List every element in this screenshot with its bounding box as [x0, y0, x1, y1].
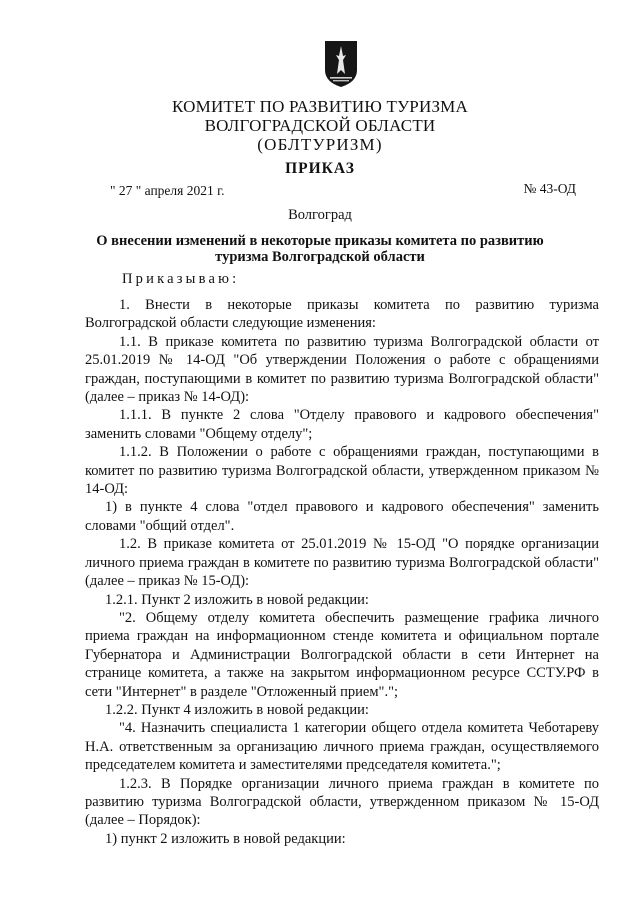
paragraph-1-2-3: 1.2.3. В Порядке организации личного приема граждан в комитете по развитию туризма Волгоградской области, утвержденном приказом № 15-ОД (далее – Порядок): [85, 775, 599, 829]
paragraph-1-2-2: 1.2.2. Пункт 4 изложить в новой редакции: [105, 701, 369, 718]
paragraph-1-1: 1.1. В приказе комитета по развитию туризма Волгоградской области от 25.01.2019 № 14-ОД "Об утверждении Положения о работе с обращениями граждан, поступающими в комитет по развитию туризма Волгоградской области" (далее – приказ № 14-ОД): [85, 333, 599, 406]
paragraph-1: 1. Внести в некоторые приказы комитета по развитию туризма Волгоградской области следующие изменения: [85, 297, 599, 332]
document-date: " 27 " апреля 2021 г. [110, 183, 225, 198]
document-number: № 43-ОД [523, 181, 576, 196]
document-subject-line2: туризма Волгоградской области [215, 249, 425, 265]
org-name-line1: КОМИТЕТ ПО РАЗВИТИЮ ТУРИЗМА [172, 97, 468, 116]
paragraph-1-1-1: 1.1.1. В пункте 2 слова "Отделу правового и кадрового обеспечения" заменить словами "Общему отделу"; [85, 407, 599, 442]
paragraph-1-2-2-quote: "4. Назначить специалиста 1 категории общего отдела комитета Чеботареву Н.А. ответственным за организацию личного приема граждан, осуществляемого председателем комитета и заместителями председателя комитета."; [85, 720, 599, 774]
paragraph-1-2-1-quote: "2. Общему отделу комитета обеспечить размещение графика личного приема граждан на информационном стенде комитета и официальном портале Губернатора и Администрации Волгоградской области в сети Интернет на странице комитета, а также на закрытом информационном ресурсе ССТУ.РФ в сети "Интернет" в разделе "Отложенный прием"."; [85, 609, 599, 700]
org-abbreviation: (ОБЛТУРИЗМ) [257, 135, 383, 154]
document-subject-line1: О внесении изменений в некоторые приказы комитета по развитию [96, 233, 544, 249]
order-word: Приказываю: [122, 271, 240, 287]
paragraph-1-2-1: 1.2.1. Пункт 2 изложить в новой редакции: [105, 591, 369, 608]
paragraph-1-2-3-item-1: 1) пункт 2 изложить в новой редакции: [105, 830, 346, 847]
paragraph-1-2: 1.2. В приказе комитета от 25.01.2019 № 15-ОД "О порядке организации личного приема граждан в комитете по развитию туризма Волгоградской области" (далее – приказ № 15-ОД): [85, 536, 599, 590]
document-body [85, 296, 599, 848]
org-name-line2: ВОЛГОГРАДСКОЙ ОБЛАСТИ [204, 116, 436, 135]
document-type-title: ПРИКАЗ [285, 160, 355, 177]
document-city: Волгоград [288, 207, 352, 223]
coat-of-arms-icon [324, 40, 358, 88]
paragraph-1-1-2: 1.1.2. В Положении о работе с обращениями граждан, поступающими в комитет по развитию туризма Волгоградской области, утвержденном приказом № 14-ОД: [85, 444, 599, 498]
paragraph-1-1-2-item-1: 1) в пункте 4 слова "отдел правового и кадрового обеспечения" заменить словами "общий отдел". [85, 499, 599, 534]
